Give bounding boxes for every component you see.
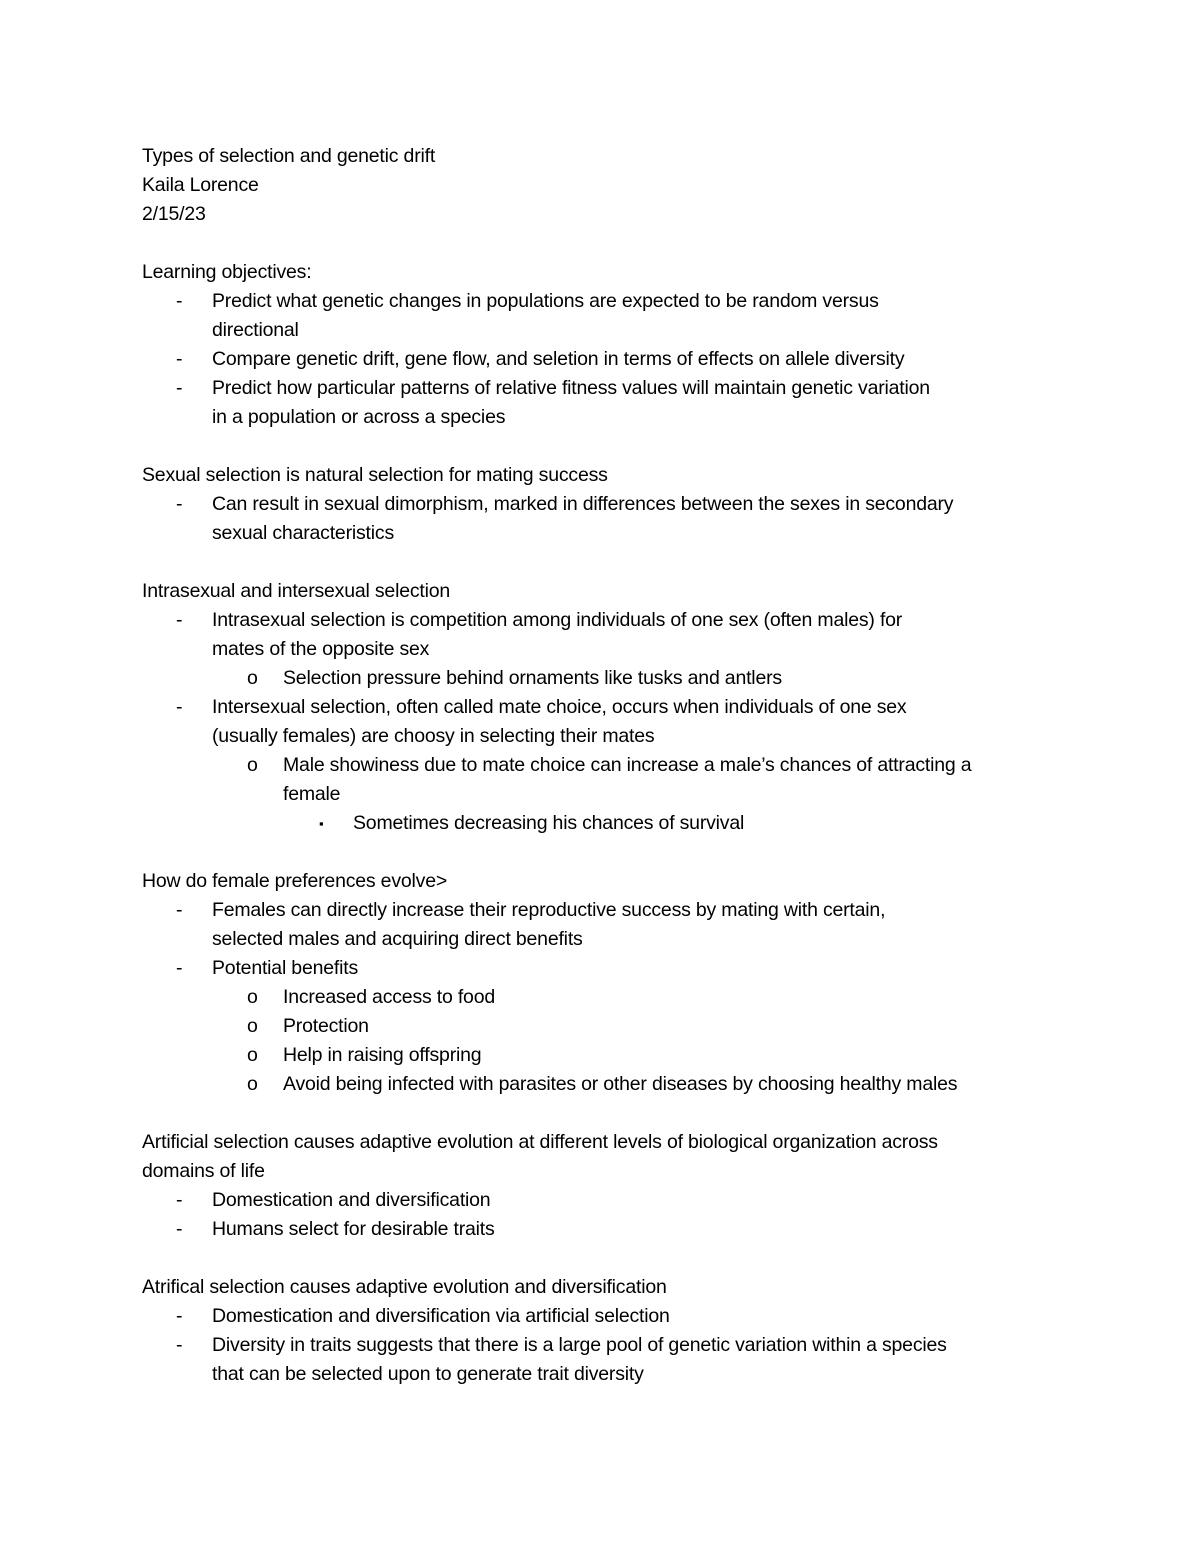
circle-bullet: o [247,986,258,1008]
document-date: 2/15/23 [142,203,206,225]
dash-bullet: - [176,1334,183,1356]
sub-list-item [142,664,1062,693]
list-item [142,896,1062,925]
list-item-continuation: selected males and acquiring direct benefits [212,928,583,950]
list-item-text: Potential benefits [212,957,359,979]
circle-bullet: o [247,1015,258,1037]
list-item-continuation: in a population or across a species [212,406,506,428]
author-name: Kaila Lorence [142,174,259,196]
list-item-text: Male showiness due to mate choice can increase a male’s chances of attracting a [283,754,972,776]
list-item-text: Humans select for desirable traits [212,1218,495,1240]
dash-bullet: - [176,1218,183,1240]
dash-bullet: - [176,493,183,515]
list-item [142,693,1062,722]
list-item [142,287,1062,316]
list-item-text: Avoid being infected with parasites or other diseases by choosing healthy males [283,1073,958,1095]
dash-bullet: - [176,1189,183,1211]
square-bullet: ▪ [319,816,324,831]
list-item [142,1331,1062,1360]
section-heading: Artificial selection causes adaptive evolution at different levels of biological organization across [142,1131,938,1153]
list-item-text: Intersexual selection, often called mate choice, occurs when individuals of one sex [212,696,907,718]
section-heading: Intrasexual and intersexual selection [142,580,451,602]
list-item-continuation: sexual characteristics [212,522,395,544]
section-heading: How do female preferences evolve> [142,870,448,892]
circle-bullet: o [247,754,258,776]
document-title: Types of selection and genetic drift [142,145,436,167]
list-item [142,1302,1062,1331]
circle-bullet: o [247,1073,258,1095]
list-item [142,345,1062,374]
list-item-text: Domestication and diversification [212,1189,491,1211]
sub-list-item [142,983,1062,1012]
list-item-text: Predict how particular patterns of relative fitness values will maintain genetic variation [212,377,930,399]
dash-bullet: - [176,609,183,631]
list-item-continuation: mates of the opposite sex [212,638,430,660]
list-item-text: Females can directly increase their reproductive success by mating with certain, [212,899,886,921]
dash-bullet: - [176,377,183,399]
list-item-continuation: directional [212,319,299,341]
list-item-continuation: (usually females) are choosy in selecting their mates [212,725,655,747]
sub-list-item [142,751,1062,780]
list-item-continuation: that can be selected upon to generate trait diversity [212,1363,644,1385]
dash-bullet: - [176,348,183,370]
list-item-text: Domestication and diversification via artificial selection [212,1305,670,1327]
dash-bullet: - [176,1305,183,1327]
spacer [142,432,1062,461]
dash-bullet: - [176,899,183,921]
document-body [142,142,1062,1389]
circle-bullet: o [247,667,258,689]
sub-list-item [142,1070,1062,1099]
dash-bullet: - [176,957,183,979]
list-item [142,1186,1062,1215]
list-item-text: Diversity in traits suggests that there is a large pool of genetic variation within a species [212,1334,947,1356]
list-item-text: Can result in sexual dimorphism, marked in differences between the sexes in secondary [212,493,954,515]
list-item-text: Protection [283,1015,369,1037]
section-heading-continuation: domains of life [142,1160,265,1182]
section-heading: Learning objectives: [142,261,312,283]
list-item-text: Compare genetic drift, gene flow, and seletion in terms of effects on allele diversity [212,348,905,370]
list-item-text: Predict what genetic changes in populations are expected to be random versus [212,290,879,312]
section-heading: Sexual selection is natural selection for mating success [142,464,608,486]
list-item [142,490,1062,519]
sub-sub-list-item [142,809,1062,838]
spacer [142,1099,1062,1128]
spacer [142,838,1062,867]
dash-bullet: - [176,696,183,718]
list-item [142,1215,1062,1244]
dash-bullet: - [176,290,183,312]
list-item-continuation: female [283,783,341,805]
sub-list-item [142,1012,1062,1041]
list-item-text: Increased access to food [283,986,495,1008]
spacer [142,1244,1062,1273]
sub-list-item [142,1041,1062,1070]
section-heading: Atrifical selection causes adaptive evolution and diversification [142,1276,667,1298]
spacer [142,229,1062,258]
list-item [142,606,1062,635]
list-item [142,954,1062,983]
spacer [142,548,1062,577]
list-item [142,374,1062,403]
list-item-text: Help in raising offspring [283,1044,482,1066]
list-item-text: Intrasexual selection is competition among individuals of one sex (often males) for [212,609,903,631]
list-item-text: Sometimes decreasing his chances of survival [353,812,745,834]
circle-bullet: o [247,1044,258,1066]
list-item-text: Selection pressure behind ornaments like tusks and antlers [283,667,782,689]
